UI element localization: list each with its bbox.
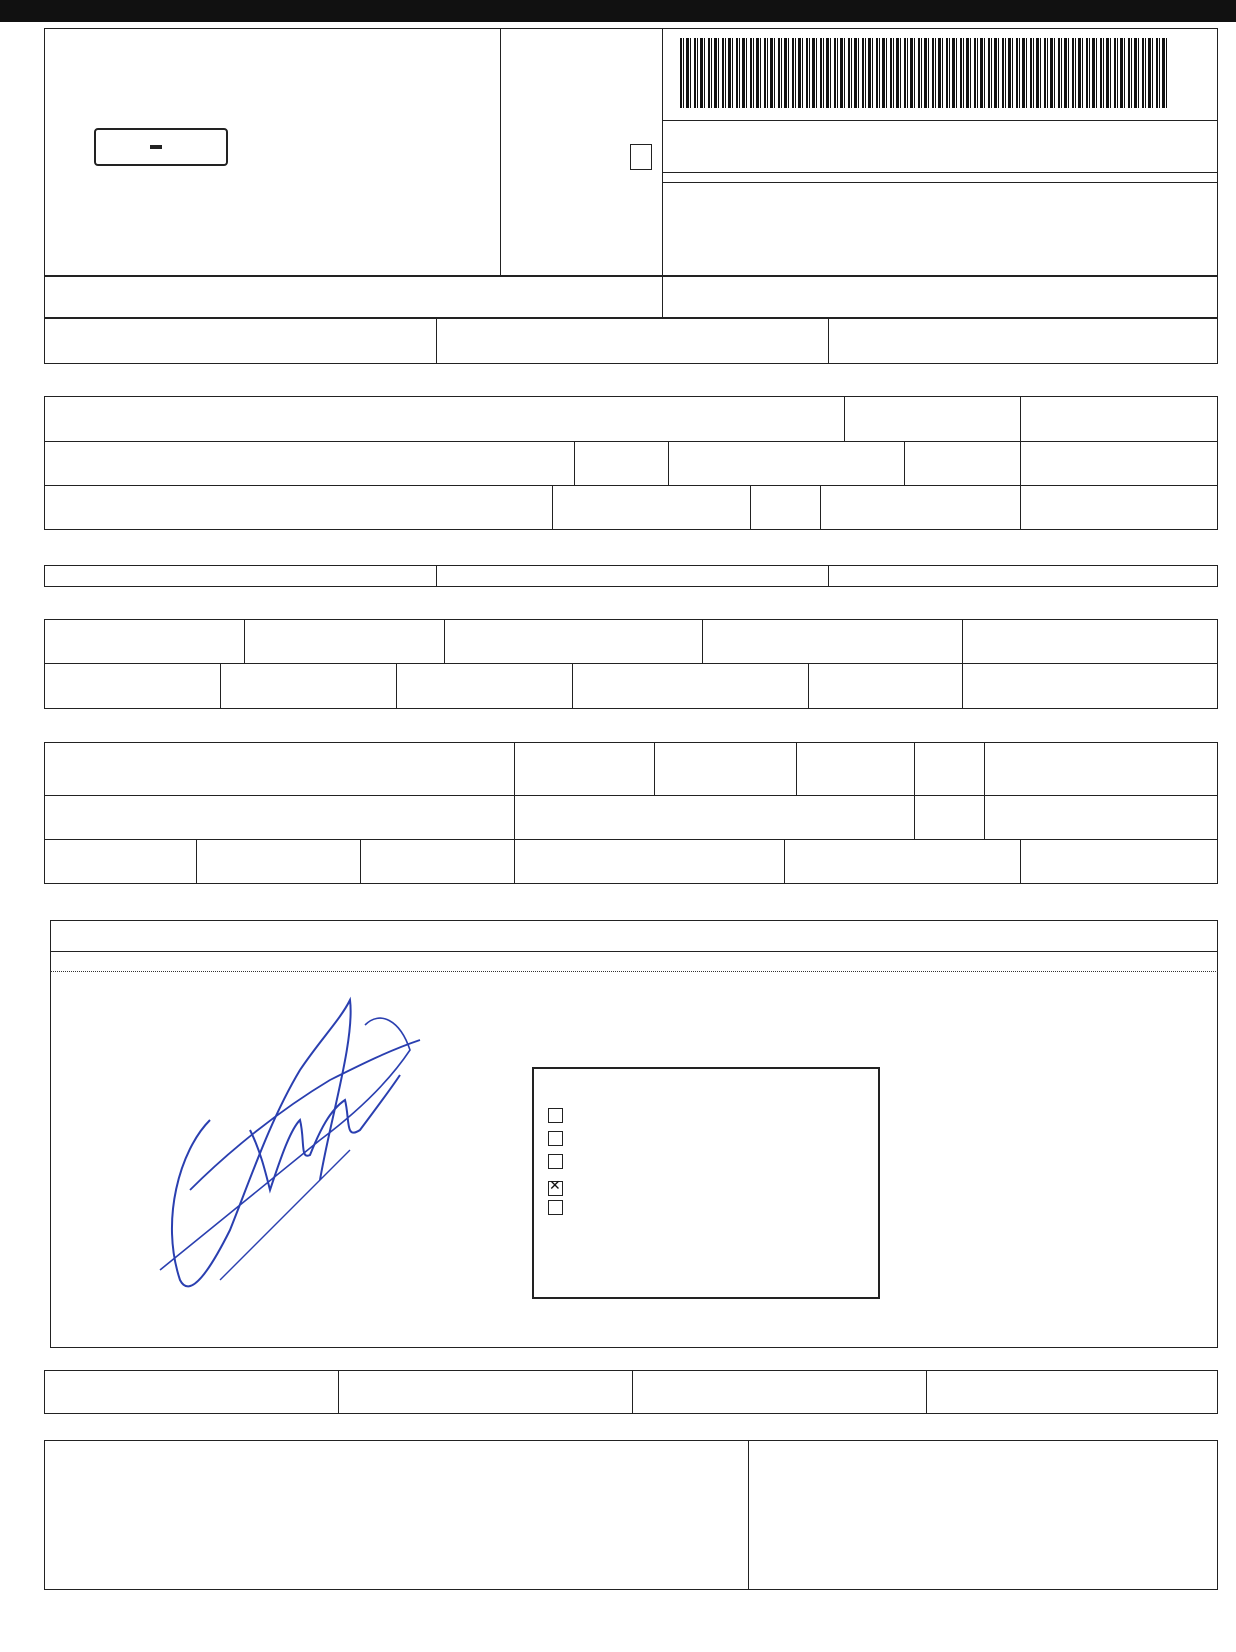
stamp-opt-tomada	[548, 1130, 567, 1150]
checked-checkbox-icon: ✕	[548, 1181, 563, 1196]
stamp-opt-convite	[548, 1107, 567, 1127]
checkbox-icon	[548, 1108, 563, 1123]
stamp-opt-pregao	[548, 1176, 591, 1201]
acquisition-stamp	[532, 1067, 880, 1299]
transportador-frame	[44, 742, 1218, 884]
company-logo	[94, 128, 228, 166]
handwritten-signature	[150, 980, 430, 1310]
issqn-frame	[44, 1370, 1218, 1414]
checkbox-icon	[548, 1154, 563, 1169]
fatura-frame	[44, 565, 1218, 587]
adicionais-frame	[44, 1440, 1218, 1590]
inscricao-row	[44, 318, 1218, 364]
danfe-tipo-box	[630, 144, 652, 170]
destinatario-frame	[44, 396, 1218, 530]
access-key-barcode	[680, 38, 1170, 108]
natureza-row	[44, 276, 1218, 318]
scan-edge	[0, 0, 1236, 22]
checkbox-icon	[548, 1200, 563, 1215]
stamp-opt-dispensa	[548, 1199, 567, 1219]
checkbox-icon	[548, 1131, 563, 1146]
stamp-opt-concorrencia	[548, 1153, 567, 1173]
stamp-numero	[548, 1227, 558, 1255]
